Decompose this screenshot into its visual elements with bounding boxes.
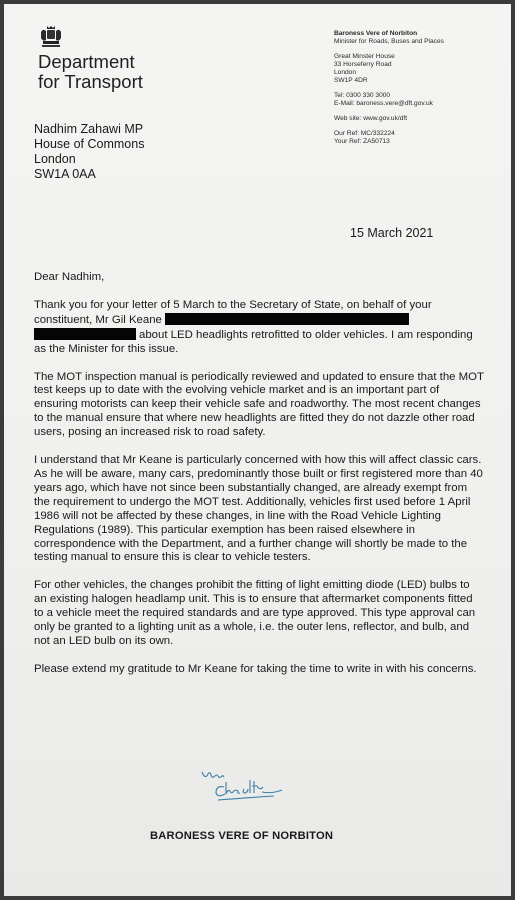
department-line-2: for Transport [38,71,143,92]
recipient-line: House of Commons [34,137,145,151]
sender-address-line: London [334,69,357,76]
paragraph-2: The MOT inspection manual is periodically reviewed and updated to ensure that the MOT test keeps up to date with the evolving vehicle market and is an important part of ensuring motorists can keep their vehicle safe and roadworthy. The most recent changes to the manual ensure that where new headlights are fitted they do not dazzle other road users, posing an increased risk to road safety. [34,370,484,439]
department-logo-text [38,52,143,92]
paragraph-1 [34,299,484,357]
sender-address-line: SW1P 4DR [334,77,368,84]
redaction-bar [165,313,409,325]
sender-address-line: 33 Horseferry Road [334,61,392,68]
paragraph-1-start: Thank you for your letter of 5 March to the Secretary of State, on behalf of your constituent, Mr Gil Keane [34,298,432,326]
handwritten-signature [194,764,304,808]
department-line-1: Department [38,51,135,72]
salutation: Dear Nadhim, [34,271,105,283]
paragraph-1-end: about LED headlights retrofitted to older vehicles. I am responding as the Minister for this issue. [34,328,473,355]
recipient-line: Nadhim Zahawi MP [34,122,144,136]
recipient-line: London [34,152,76,166]
sender-tel: Tel: 0300 330 3000 [334,92,391,99]
sender-email: E-Mail: baroness.vere@dft.gov.uk [334,100,433,107]
sender-role: Minister for Roads, Buses and Places [334,38,444,45]
letter-page [4,4,511,896]
sender-name: Baroness Vere of Norbiton [334,30,418,37]
our-ref: Our Ref: MC/332224 [334,130,395,137]
royal-coat-of-arms-icon [38,24,64,48]
sender-address-line: Great Minster House [334,53,395,60]
recipient-address [34,122,144,182]
paragraph-5: Please extend my gratitude to Mr Keane for taking the time to write in with his concerns. [34,662,477,675]
signatory-name: BARONESS VERE OF NORBITON [150,830,334,842]
paragraph-4: For other vehicles, the changes prohibit the fitting of light emitting diode (LED) bulbs to an existing halogen headlamp unit. This is to ensure that aftermarket components fitted to a vehicle meet the required standards and are type approved. This type approval can only be granted to a lighting unit as a whole, i.e. the outer lens, reflector, and bulb, and not an LED bulb on its own. [34,579,476,647]
redaction-bar [34,328,136,340]
letter-date: 15 March 2021 [350,226,434,240]
sender-web: Web site: www.gov.uk/dft [334,115,408,122]
letter-body [34,271,484,691]
sender-block [334,30,444,146]
recipient-line: SW1A 0AA [34,167,96,181]
your-ref: Your Ref: ZA50713 [334,138,390,145]
paragraph-3: I understand that Mr Keane is particularly concerned with how this will affect classic cars. As he will be aware, many cars, predominantly those built or first registered more than 40 years ago, which have not since been substantially changed, are already exempt from the requirement to undergo the MOT test. Additionally, vehicles first used before 1 April 1986 will not be affected by these changes, in line with the Road Vehicle Lighting Regulations (1989). This particular exemption has been raised elsewhere in correspondence with the Department, and a further change will shortly be made to the testing manual to ensure this is clear to vehicle testers. [34,454,483,564]
